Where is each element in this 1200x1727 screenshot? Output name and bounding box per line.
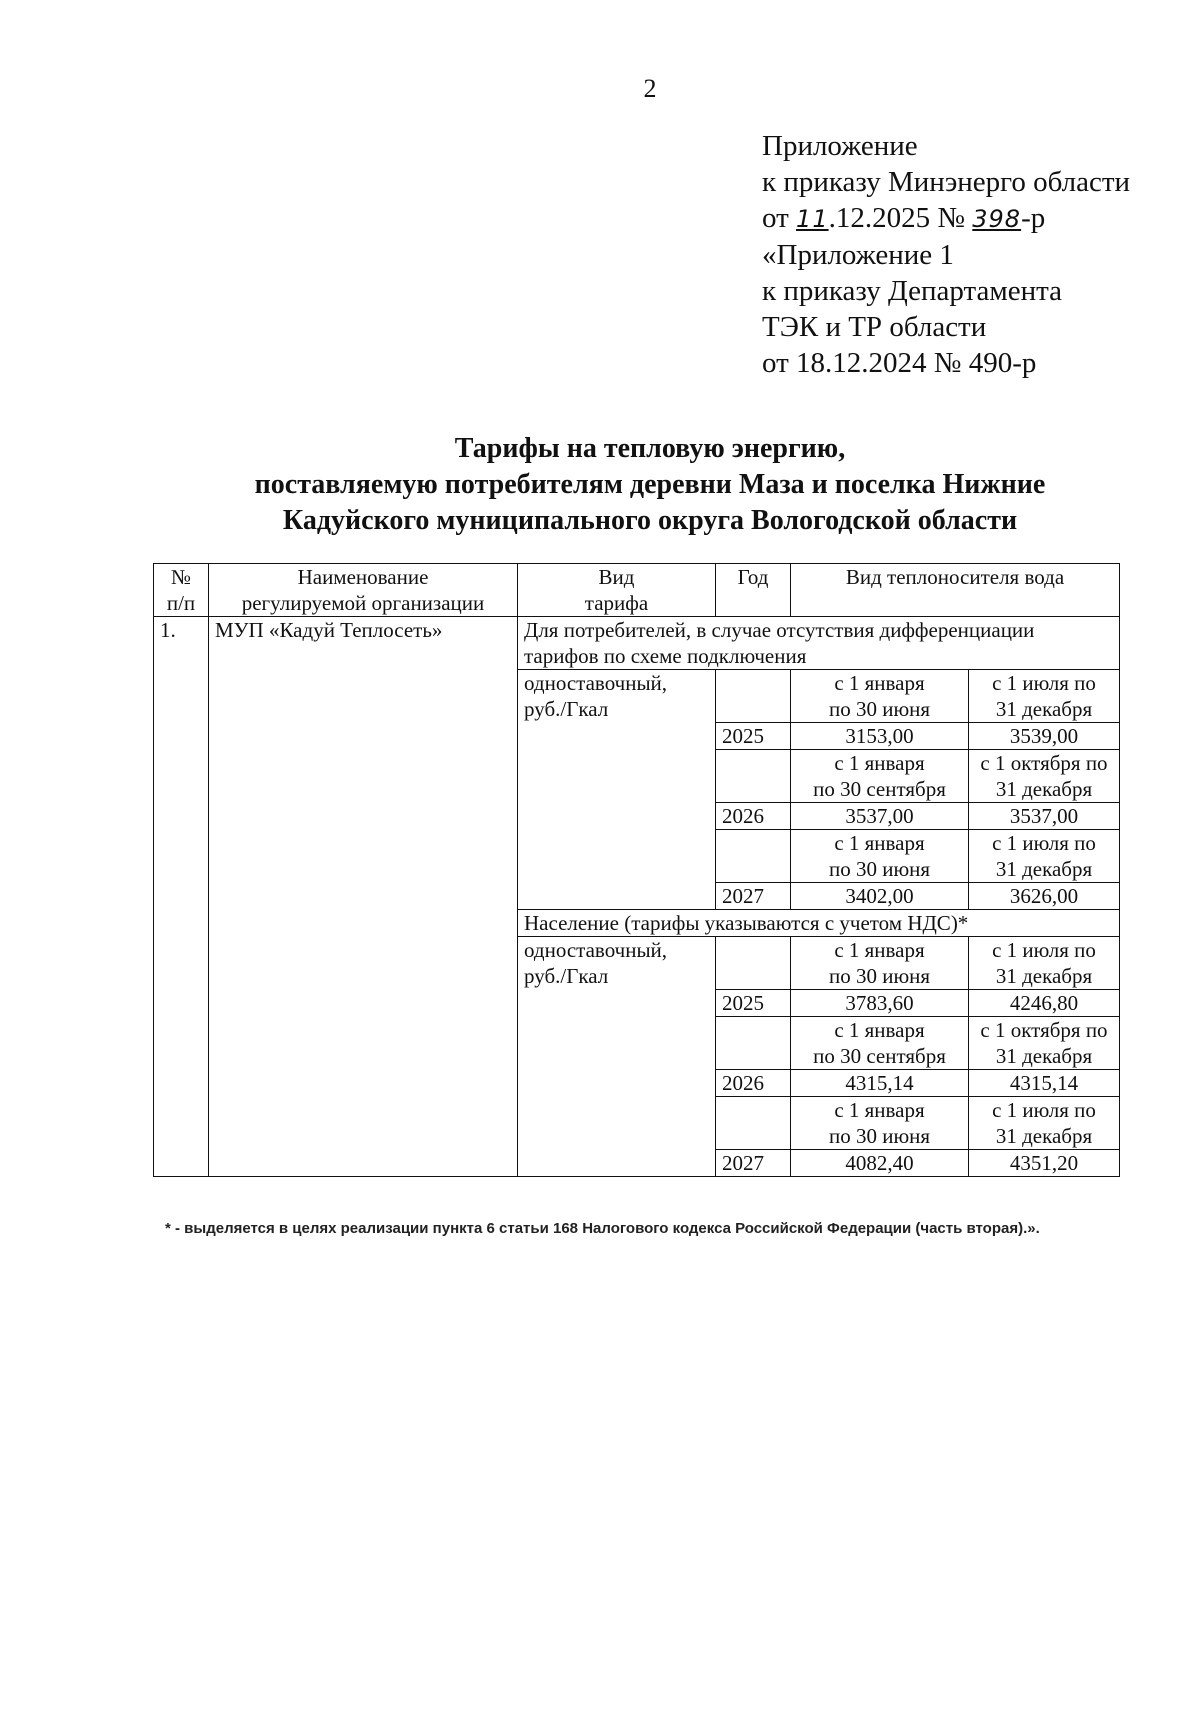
tariff-type: одноставочный, руб./Гкал — [518, 670, 716, 910]
attachment-line-1: Приложение — [762, 130, 918, 162]
header-num: № п/п — [154, 564, 209, 617]
year: 2027 — [716, 1150, 791, 1177]
year: 2026 — [716, 1070, 791, 1097]
title-line-3: Кадуйского муниципального округа Вологодской области — [282, 505, 1018, 536]
attachment-line-6: ТЭК и ТР области — [762, 311, 987, 343]
footnote: * - выделяется в целях реализации пункта 6 статьи 168 Налогового кодекса Российской Федерации (часть вторая).». — [165, 1220, 1040, 1237]
attachment-line-4: «Приложение 1 — [762, 239, 954, 271]
row-number: 1. — [154, 617, 209, 1177]
value-2: 3537,00 — [969, 803, 1120, 830]
year-empty — [716, 1017, 791, 1070]
page-number: 2 — [643, 74, 657, 103]
period-1: с 1 января по 30 сентября — [791, 1017, 969, 1070]
section-title: Население (тарифы указываются с учетом НДС)* — [518, 910, 1120, 937]
handwritten-order-number: 398 — [972, 205, 1022, 233]
value-1: 3402,00 — [791, 883, 969, 910]
period-2: с 1 июля по 31 декабря — [969, 937, 1120, 990]
attachment-block — [762, 128, 1130, 381]
organization-name: МУП «Кадуй Теплосеть» — [209, 617, 518, 1177]
year: 2027 — [716, 883, 791, 910]
attachment-date-suffix: -р — [1021, 202, 1046, 234]
period-2: с 1 октября по 31 декабря — [969, 750, 1120, 803]
year-empty — [716, 670, 791, 723]
year-empty — [716, 937, 791, 990]
year: 2025 — [716, 723, 791, 750]
period-2: с 1 июля по 31 декабря — [969, 830, 1120, 883]
year-empty — [716, 750, 791, 803]
value-2: 4315,14 — [969, 1070, 1120, 1097]
attachment-line-3 — [762, 200, 1130, 237]
year-empty — [716, 1097, 791, 1150]
header-year: Год — [716, 564, 791, 617]
period-1: с 1 января по 30 июня — [791, 670, 969, 723]
period-1: с 1 января по 30 июня — [791, 830, 969, 883]
header-heat-carrier: Вид теплоносителя вода — [791, 564, 1120, 617]
table-header-row — [154, 564, 1120, 617]
value-1: 3153,00 — [791, 723, 969, 750]
table-row — [154, 617, 1120, 670]
period-1: с 1 января по 30 сентября — [791, 750, 969, 803]
section-title: Для потребителей, в случае отсутствия дифференциации тарифов по схеме подключения — [518, 617, 1120, 670]
value-2: 4246,80 — [969, 990, 1120, 1017]
handwritten-day: 11 — [796, 205, 829, 233]
period-2: с 1 июля по 31 декабря — [969, 670, 1120, 723]
title-line-2: поставляемую потребителям деревни Маза и поселка Нижние — [254, 469, 1046, 500]
header-org-name: Наименование регулируемой организации — [209, 564, 518, 617]
attachment-line-2: к приказу Минэнерго области — [762, 166, 1131, 198]
period-2: с 1 октября по 31 декабря — [969, 1017, 1120, 1070]
value-1: 4315,14 — [791, 1070, 969, 1097]
document-title — [0, 431, 1200, 539]
year-empty — [716, 830, 791, 883]
attachment-date-prefix: от — [762, 202, 797, 234]
value-2: 3626,00 — [969, 883, 1120, 910]
value-2: 3539,00 — [969, 723, 1120, 750]
value-1: 4082,40 — [791, 1150, 969, 1177]
value-1: 3783,60 — [791, 990, 969, 1017]
attachment-date-mid: .12.2025 № — [828, 202, 973, 234]
header-tariff-type: Вид тарифа — [518, 564, 716, 617]
value-1: 3537,00 — [791, 803, 969, 830]
period-2: с 1 июля по 31 декабря — [969, 1097, 1120, 1150]
tariff-type: одноставочный, руб./Гкал — [518, 937, 716, 1177]
attachment-line-7: от 18.12.2024 № 490-р — [762, 347, 1037, 379]
year: 2025 — [716, 990, 791, 1017]
period-1: с 1 января по 30 июня — [791, 1097, 969, 1150]
title-line-1: Тарифы на тепловую энергию, — [454, 433, 846, 464]
attachment-line-5: к приказу Департамента — [762, 275, 1063, 307]
value-2: 4351,20 — [969, 1150, 1120, 1177]
period-1: с 1 января по 30 июня — [791, 937, 969, 990]
tariff-table — [153, 563, 1120, 1177]
year: 2026 — [716, 803, 791, 830]
